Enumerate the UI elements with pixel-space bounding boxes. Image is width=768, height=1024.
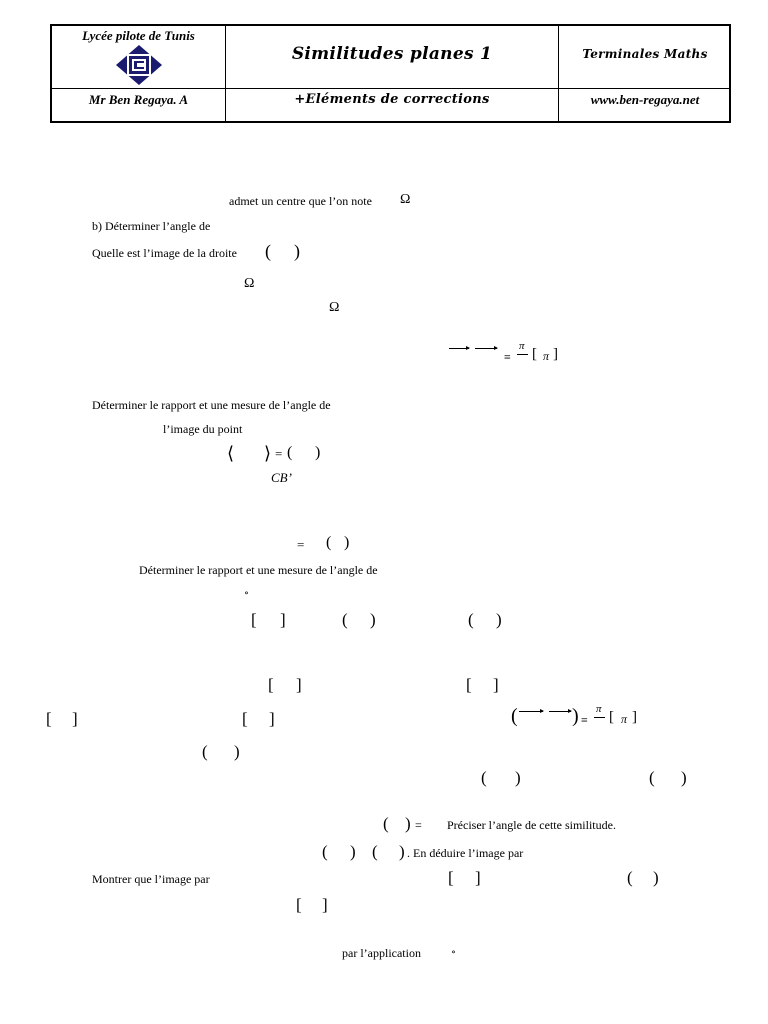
bracket-close: ] <box>269 709 275 728</box>
vector-arrow <box>549 711 571 712</box>
bracket-close: ] <box>296 675 302 694</box>
paren-open: ( <box>468 610 474 629</box>
paren-close: ) <box>234 742 240 761</box>
author-name: Mr Ben Regaya. A <box>88 92 189 107</box>
paren-open: ( <box>372 842 378 861</box>
paren-close: ) <box>315 444 321 461</box>
vector-arrow <box>475 348 497 349</box>
text-line: admet un centre que l’on note <box>229 194 372 208</box>
bracket-open: [ <box>532 346 537 362</box>
pi-symbol: π <box>543 349 550 363</box>
bracket-open: [ <box>251 610 257 629</box>
website-url: www.ben-regaya.net <box>590 92 700 107</box>
text-line: . En déduire l’image par <box>407 846 524 860</box>
compose-ring: ∘ <box>244 588 249 599</box>
angle-close: ⟩ <box>264 443 272 463</box>
bracket-close: ] <box>475 868 481 887</box>
omega-symbol: Ω <box>329 300 340 315</box>
equals-sign: = <box>415 818 422 832</box>
equals-sign: = <box>297 537 305 552</box>
bracket-close: ] <box>280 610 286 629</box>
paren-open: ( <box>202 742 208 761</box>
paren-close: ) <box>294 241 300 261</box>
paren-close: ) <box>653 868 659 887</box>
paren-close: ) <box>496 610 502 629</box>
paren-close: ) <box>515 768 521 787</box>
text-line: Préciser l’angle de cette similitude. <box>447 818 616 832</box>
bracket-close: ] <box>493 675 499 694</box>
paren-open: ( <box>649 768 655 787</box>
text-line: b) Déterminer l’angle de <box>92 219 211 233</box>
pi-symbol: π <box>519 340 525 352</box>
equiv-sign: ≡ <box>581 713 588 727</box>
equiv-sign: ≡ <box>504 350 511 364</box>
text-line: Déterminer le rapport et une mesure de l’angle de <box>139 563 378 577</box>
paren-open: ( <box>265 241 271 261</box>
vector-arrow <box>519 711 543 712</box>
bracket-close: ] <box>632 709 637 725</box>
text-line: CB’ <box>271 470 292 485</box>
paren-close: ) <box>572 705 579 727</box>
school-name: Lycée pilote de Tunis <box>82 28 195 43</box>
omega-symbol: Ω <box>400 192 411 207</box>
header-table <box>50 24 731 123</box>
text-line: Déterminer le rapport et une mesure de l’angle de <box>92 398 331 412</box>
fraction-bar <box>594 717 605 718</box>
omega-symbol: Ω <box>244 276 255 291</box>
bracket-open: [ <box>448 868 454 887</box>
paren-open: ( <box>287 444 293 461</box>
paren-close: ) <box>681 768 687 787</box>
paren-close: ) <box>399 842 405 861</box>
bracket-open: [ <box>466 675 472 694</box>
pi-symbol: π <box>596 703 602 715</box>
bracket-close: ] <box>553 346 558 362</box>
bracket-open: [ <box>296 895 302 914</box>
paren-close: ) <box>405 814 411 833</box>
bracket-open: [ <box>242 709 248 728</box>
text-line: Quelle est l’image de la droite <box>92 246 237 260</box>
paren-open: ( <box>326 534 332 551</box>
doc-subtitle: +Eléments de corrections <box>294 92 490 107</box>
bracket-close: ] <box>72 709 78 728</box>
paren-open: ( <box>511 705 518 727</box>
bracket-open: [ <box>268 675 274 694</box>
paren-open: ( <box>322 842 328 861</box>
angle-open: ⟨ <box>227 443 235 463</box>
school-logo <box>116 45 162 85</box>
paren-open: ( <box>383 814 389 833</box>
header-divider <box>52 88 729 89</box>
paren-close: ) <box>370 610 376 629</box>
doc-title: Similitudes planes 1 <box>291 44 493 64</box>
equals-sign: = <box>275 446 283 461</box>
class-level: Terminales Maths <box>582 47 708 61</box>
paren-open: ( <box>342 610 348 629</box>
paren-open: ( <box>481 768 487 787</box>
bracket-open: [ <box>609 709 614 725</box>
paren-close: ) <box>350 842 356 861</box>
text-line: Montrer que l’image par <box>92 872 210 886</box>
bracket-close: ] <box>322 895 328 914</box>
paren-open: ( <box>627 868 633 887</box>
compose-ring: ∘ <box>451 947 456 958</box>
bracket-open: [ <box>46 709 52 728</box>
text-line: par l’application <box>342 946 421 960</box>
paren-close: ) <box>344 534 350 551</box>
fraction-bar <box>517 354 528 355</box>
pi-symbol: π <box>621 712 628 726</box>
text-line: l’image du point <box>163 422 243 436</box>
vector-arrow <box>449 348 469 349</box>
